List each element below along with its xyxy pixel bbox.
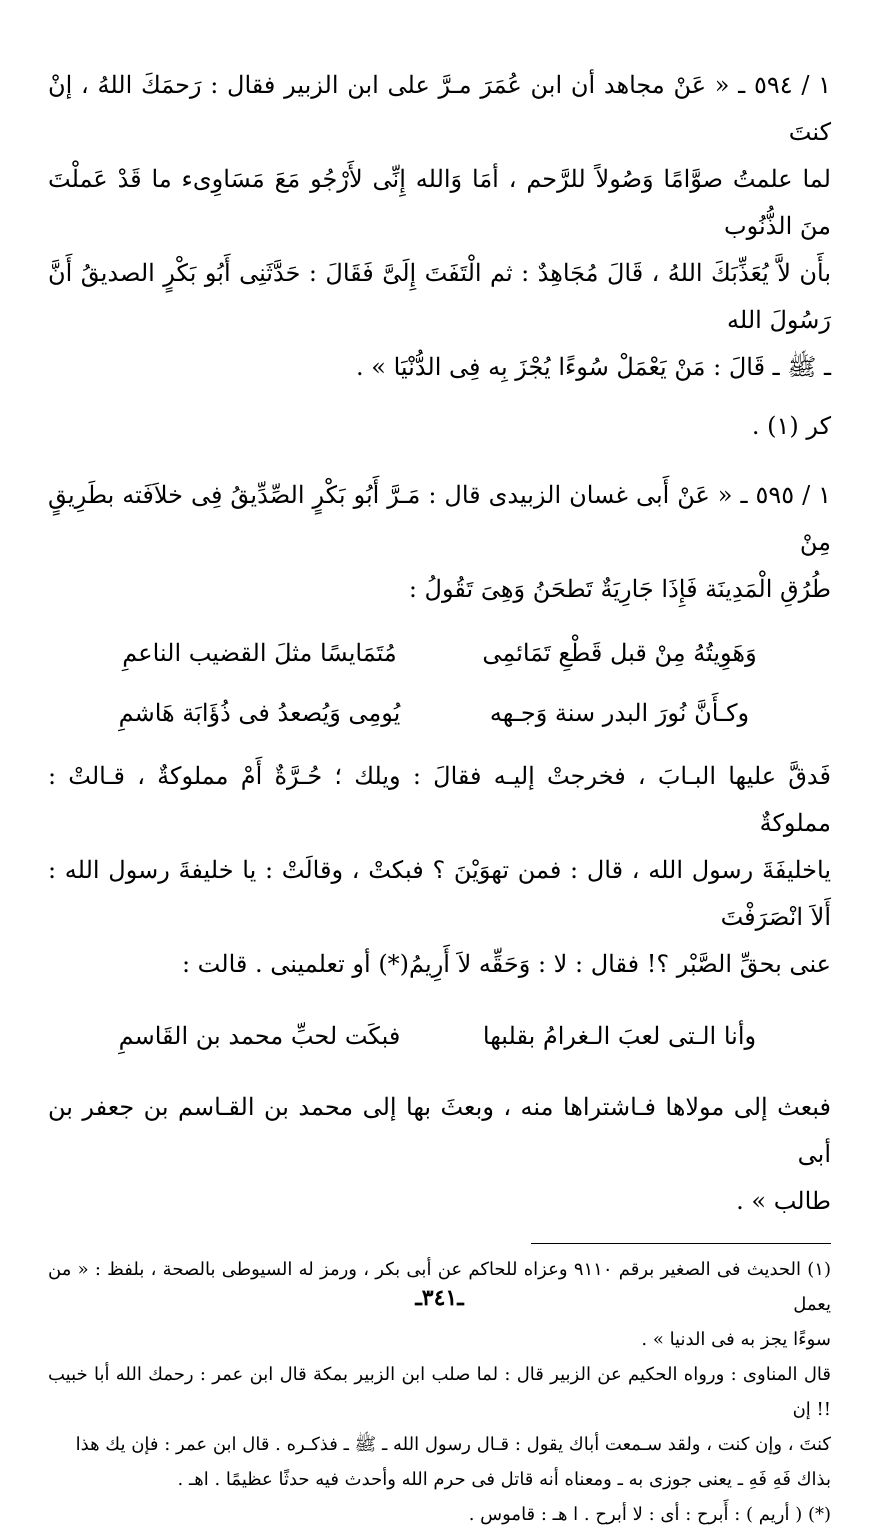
hadith-594-line: بأَن لاَّ يُعَذِّبَكَ اللهُ ، قَالَ مُجَاهِدٌ : ثم الْتَفَتَ إِلَىَّ فَقَالَ : حَدَّثَنِى أَبُو بَكْرٍ الصديقُ أَنَّ رَسُولَ الله — [48, 259, 831, 334]
page-number: ـ٣٤١ـ — [415, 1285, 464, 1311]
verse-second-hemistich: مُتَمَايسًا مثلَ القضيب الناعمِ — [122, 639, 397, 667]
hadith-594-line: لما علمتُ صوَّامًا وَصُولاً للرَّحم ، أمَا وَالله إِنِّى لأَرْجُو مَعَ مَسَاوِىء ما قَدْ عَملْتَ منَ الذُّنُوب — [48, 165, 831, 240]
verse-second-hemistich: يُومِى وَيُصعدُ فى ذُؤَابَة هَاشمِ — [118, 699, 401, 727]
hadith-595-intro-line: ١ / ٥٩٥ ـ « عَنْ أَبى غسان الزبيدى قال : مَـرَّ أَبُو بَكْرٍ الصِّدِّيقُ فِى خلاَفَته بطَرِيقٍ مِنْ — [48, 481, 832, 556]
verse-second-hemistich: فبكَت لحبِّ محمد بن القَاسمِ — [118, 1022, 401, 1050]
verse — [48, 1006, 831, 1066]
footnote-line: (*) ( أريم ) : أَبرح : أى : لا أبرح . ا هـ : قاموس . — [468, 1504, 831, 1525]
hadith-594 — [48, 62, 831, 450]
hadith-594-line: ١ / ٥٩٤ ـ « عَنْ مجاهد أن ابن عُمَرَ مـرَّ على ابن الزبير فقال : رَحمَكَ اللهُ ، إنْ كنتَ — [48, 71, 832, 146]
spacer — [48, 450, 831, 472]
poem-final — [48, 1006, 831, 1066]
hadith-595-middle-line: فَدقَّ عليها البـابَ ، فخرجتْ إليـه فقالَ : ويلك ؛ حُـرَّةٌ أَمْ مملوكةٌ ، قـالتْ : مملوكةٌ — [48, 762, 831, 837]
hadith-595-intro-line: طُرُقِ الْمَدِينَة فَإِذَا جَارِيَةٌ تَطحَنُ وَهِىَ تَقُولُ : — [408, 575, 831, 603]
poem — [48, 623, 831, 743]
hadith-595-closing-line: فبعث إلى مولاها فـاشتراها منه ، وبعثَ بها إلى محمد بن القـاسم بن جعفر بن أبى — [48, 1093, 831, 1168]
hadith-595-closing-line: طالب » . — [736, 1187, 831, 1215]
hadith-595-middle-line: ياخليفَةَ رسول الله ، قال : فمن تهوَيْنَ ؟ فبكتْ ، وقالَتْ : يا خليفةَ رسول الله : أَلاَ انْصَرَفْتَ — [48, 856, 831, 931]
verse — [48, 683, 831, 743]
footnote-line: سوءًا يجز به فى الدنيا » . — [641, 1329, 831, 1350]
footnote-line: بذاك فَهِ فَهِ ـ يعنى جوزى به ـ ومعناه أنه قاتل فى حرم الله وأحدث فيه حدثًا عظيمًا . اهـ . — [177, 1469, 831, 1490]
footnote-line: كنتَ ، وإن كنت ، ولقد سـمعت أباك يقول : قـال رسول الله ـ ﷺ ـ فذكـره . قال ابن عمر : فإن يك هذا — [75, 1434, 831, 1455]
hadith-594-source: كر (١) . — [751, 412, 831, 440]
footnote-line: (١) الحديث فى الصغير برقم ٩١١٠ وعزاه للحاكم عن أبى بكر ، ورمز له السيوطى بالصحة ، بلفظ : « من يعمل — [48, 1259, 831, 1315]
verse-first-hemistich: وأنا الـتى لعبَ الـغرامُ بقلبها — [482, 1022, 757, 1050]
hadith-595 — [48, 472, 831, 1225]
footnote-divider — [531, 1243, 831, 1244]
hadith-595-middle-line: عنى بحقِّ الصَّبْر ؟! فقال : لا : وَحَقِّه لاَ أَرِيمُ(*) أو تعلمينى . قالت : — [181, 950, 831, 978]
spacer — [48, 391, 831, 403]
verse — [48, 623, 831, 683]
verse-first-hemistich: وَهَوِيتُهُ مِنْ قبل قَطْعِ تَمَائمِى — [482, 639, 757, 667]
verse-first-hemistich: وكـأَنَّ نُورَ البدر سنة وَجـهه — [489, 699, 750, 727]
hadith-594-line: ـ ﷺ ـ قَالَ : مَنْ يَعْمَلْ سُوءًا يُجْزَ بِه فِى الدُّنْيَا » . — [356, 353, 831, 381]
footnote-line: قال المناوى : ورواه الحكيم عن الزبير قال : لما صلب ابن الزبير بمكة قال ابن عمر : رحمك الله أبا خبيب !! إن — [48, 1364, 831, 1420]
